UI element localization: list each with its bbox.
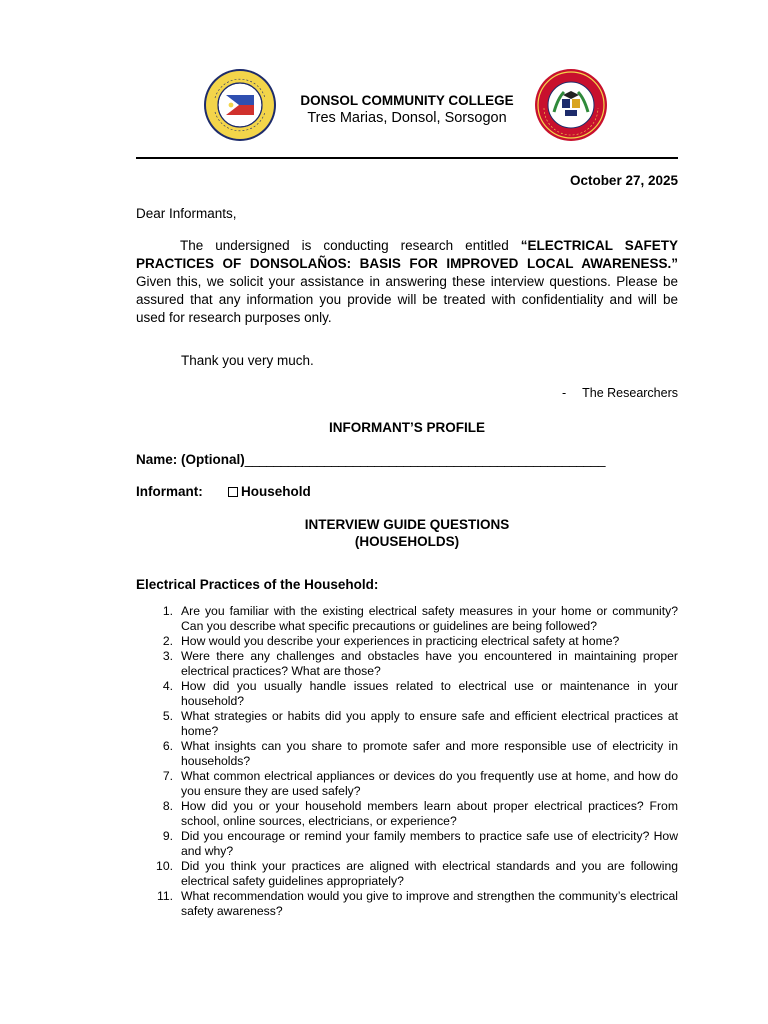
household-option-label: Household: [241, 484, 311, 499]
research-title: “ELECTRICAL SAFETY PRACTICES OF DONSOLAÑOS: BASIS FOR IMPROVED LOCAL AWARENESS.”: [136, 238, 678, 271]
list-item: [136, 769, 678, 799]
name-blank-line[interactable]: __________________________________________________: [244, 452, 606, 467]
question-number: 7.: [162, 769, 173, 783]
question-text: How did you usually handle issues related to electrical use or maintenance in your household?: [181, 679, 678, 708]
question-number: 1.: [162, 604, 173, 618]
household-checkbox[interactable]: [228, 487, 238, 497]
question-number: 6.: [162, 739, 173, 753]
list-item: [136, 889, 678, 919]
informant-label: Informant:: [136, 484, 203, 499]
question-text: Did you encourage or remind your family members to practice safe use of electricity? How and why?: [181, 829, 678, 858]
guide-title-line1: INTERVIEW GUIDE QUESTIONS: [304, 517, 510, 532]
question-number: 4.: [162, 679, 173, 693]
guide-title: [136, 516, 678, 550]
question-number: 2.: [162, 634, 173, 648]
letter-body: [136, 237, 678, 327]
college-seal-icon: [534, 68, 608, 142]
list-item: [136, 679, 678, 709]
question-number: 9.: [162, 829, 173, 843]
header-divider: [136, 157, 678, 159]
municipal-seal-icon: [203, 68, 277, 142]
signature: The Researchers: [582, 386, 678, 400]
body-intro: The undersigned is conducting research entitled: [180, 238, 521, 253]
question-number: 5.: [162, 709, 173, 723]
list-item: [136, 859, 678, 889]
question-list: [136, 604, 678, 919]
list-item: [136, 634, 678, 649]
college-header: [270, 92, 544, 127]
question-text: How did you or your household members learn about proper electrical practices? From school, online sources, electricians, or experience?: [181, 799, 678, 828]
question-text: What common electrical appliances or devices do you frequently use at home, and how do you ensure they are used safely?: [181, 769, 678, 798]
list-item: [136, 829, 678, 859]
question-number: 11.: [156, 889, 173, 903]
question-text: How would you describe your experiences in practicing electrical safety at home?: [181, 634, 620, 648]
section-title: Electrical Practices of the Household:: [136, 577, 379, 592]
question-text: What recommendation would you give to improve and strengthen the community’s electrical safety awareness?: [181, 889, 678, 918]
name-label: Name: (Optional): [136, 452, 245, 467]
guide-title-line2: (HOUSEHOLDS): [354, 534, 460, 549]
question-text: What strategies or habits did you apply to ensure safe and efficient electrical practices at home?: [181, 709, 678, 738]
thanks-line: Thank you very much.: [181, 353, 314, 368]
question-text: Are you familiar with the existing electrical safety measures in your home or community? Can you describe what specific precautions or guidelines are being followed?: [181, 604, 678, 633]
list-item: [136, 604, 678, 634]
question-text: What insights can you share to promote safer and more responsible use of electricity in households?: [181, 739, 678, 768]
body-rest: Given this, we solicit your assistance in answering these interview questions. Please be assured that any information you provide will be treated with confidentiality and will be used for research purposes only.: [136, 274, 678, 325]
list-item: [136, 739, 678, 769]
list-item: [136, 709, 678, 739]
question-number: 10.: [156, 859, 173, 873]
salutation: Dear Informants,: [136, 206, 237, 221]
letter-date: October 27, 2025: [569, 173, 678, 188]
college-address: Tres Marias, Donsol, Sorsogon: [307, 110, 507, 126]
list-item: [136, 799, 678, 829]
question-text: Did you think your practices are aligned with electrical standards and you are following electrical safety guidelines appropriately?: [181, 859, 678, 888]
college-name: DONSOL COMMUNITY COLLEGE: [300, 93, 514, 108]
list-item: [136, 649, 678, 679]
question-number: 8.: [162, 799, 173, 813]
sign-off: [562, 386, 678, 400]
informant-row: [136, 484, 311, 499]
name-field[interactable]: [136, 452, 605, 467]
question-text: Were there any challenges and obstacles have you encountered in maintaining proper electrical practices? What are those?: [181, 649, 678, 678]
sign-dash: -: [561, 386, 567, 400]
profile-title: INFORMANT’S PROFILE: [329, 420, 485, 435]
question-number: 3.: [162, 649, 173, 663]
